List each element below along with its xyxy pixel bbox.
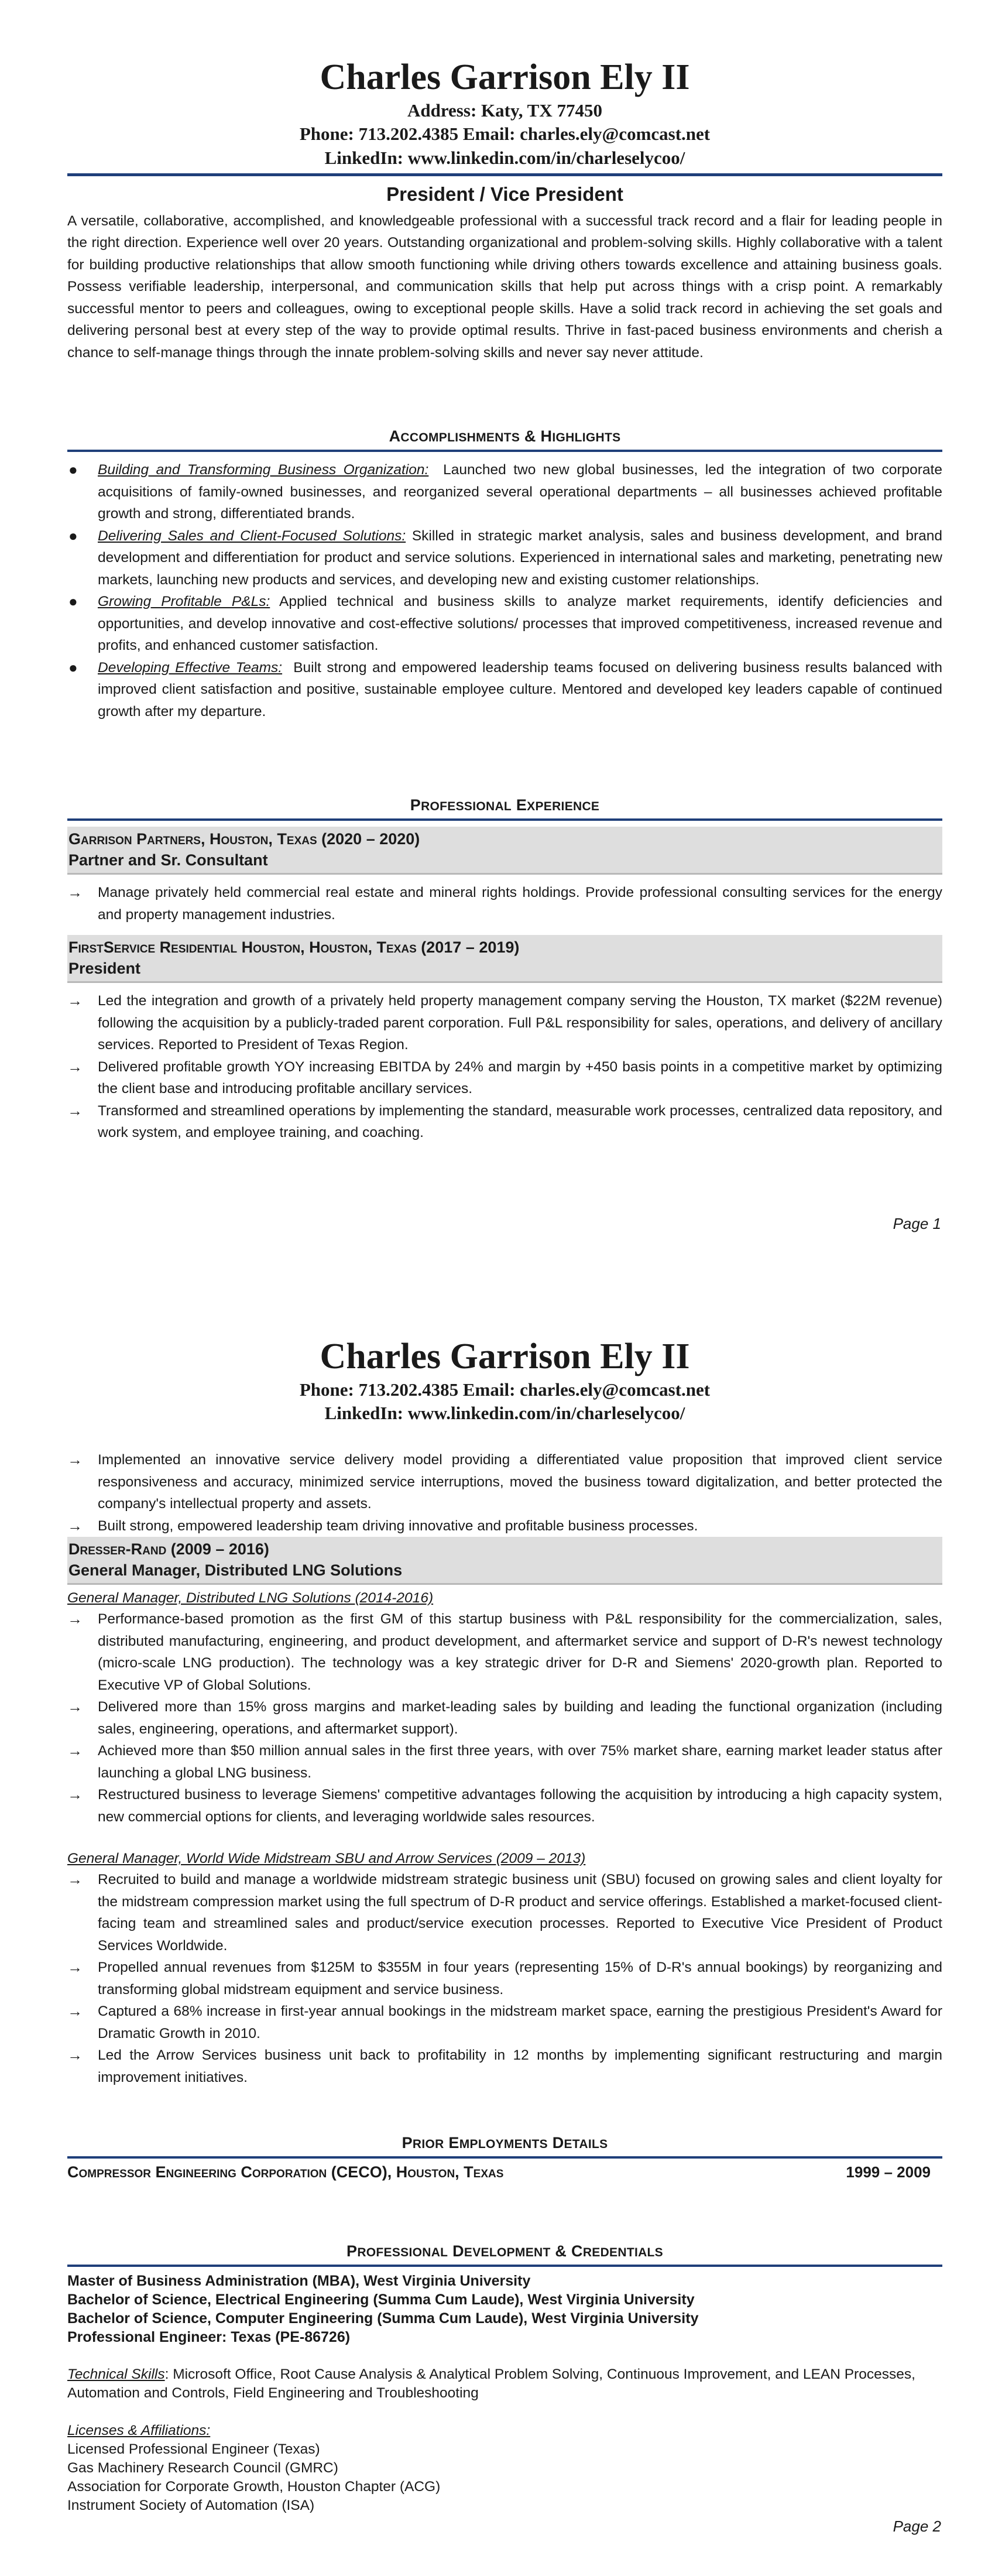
prior-employment-row xyxy=(67,2161,942,2183)
list-item: ● Growing Profitable P&Ls: Applied technical and business skills to analyze market requirements, identify deficiencies and opportunities, and develop innovative and cost-effective solutions/ processes that improved competitiveness, increased revenue and profits, and enhanced customer satisfaction. xyxy=(67,591,942,657)
technical-skills-text: : Microsoft Office, Root Cause Analysis & Analytical Problem Solving, Continuous Improvement, and LEAN Processes, Automation and Controls, Field Engineering and Troubleshooting xyxy=(67,2366,915,2401)
summary-paragraph: A versatile, collaborative, accomplished, and knowledgeable professional with a successful track record and a flair for leading people in the right direction. Experience well over 20 years. Outstanding organizational and problem-solving skills. Highly collaborative with a talent for building productive relationships that allow smooth functioning while driving others towards excellence and attaining business goals. Possess verifiable leadership, interpersonal, and communication skills that help put across things with a crisp point. A remarkably successful mentor to peers and colleagues, owing to exceptional people skills. Have a solid track record in achieving the set goals and delivering personal best at every step of the way to provide optimal results. Thrive in fast-paced business environments and cherish a chance to self-manage things through the innate problem-solving skills and never say never attitude. xyxy=(67,213,942,361)
header-divider xyxy=(67,173,942,176)
arrow-icon: → xyxy=(67,1516,83,1534)
job-title: General Manager, Distributed LNG Solutions xyxy=(68,1561,403,1579)
list-item: → Restructured business to leverage Siemens' competitive advantages following the acquisition by introducing a high capacity system, new commercial options for clients, and leveraging worldwide sales resources. xyxy=(67,1784,942,1828)
list-item: → Achieved more than $50 million annual sales in the first three years, with over 75% market share, earning market leader status after launching a global LNG business. xyxy=(67,1740,942,1784)
address-line: Address: Katy, TX 77450 xyxy=(407,100,602,121)
credential-item: Master of Business Administration (MBA), West Virginia University xyxy=(67,2273,531,2289)
list-item: ● Delivering Sales and Client-Focused Solutions: Skilled in strategic market analysis, sales and business development, and brand development and differentiation for product and service solutions. Experienced in international sales and marketing, penetrating new markets, launching new products and services, and developing new and existing customer relationships. xyxy=(67,525,942,591)
firstservice-bullets-continued xyxy=(67,1449,942,1537)
credential-item: Professional Engineer: Texas (PE-86726) xyxy=(67,2329,351,2345)
credentials-list xyxy=(67,2272,942,2347)
firstservice-bullets xyxy=(67,990,942,1144)
list-item: → Manage privately held commercial real estate and mineral rights holdings. Provide professional consulting services for the energy and property management industries. xyxy=(67,882,942,926)
role-title: General Manager, World Wide Midstream SBU and Arrow Services (2009 – 2013) xyxy=(67,1851,586,1866)
headline-title: President / Vice President xyxy=(386,183,623,205)
list-item: ● Developing Effective Teams: Built strong and empowered leadership teams focused on delivering business results balanced with improved client satisfaction and positive, sustainable employee culture. Mentored and developed key leaders capable of continued growth after my departure. xyxy=(67,657,942,723)
prior-company: Compressor Engineering Corporation (CECO), Houston, Texas xyxy=(67,2163,504,2181)
arrow-icon: → xyxy=(67,1958,83,1976)
arrow-icon: → xyxy=(67,1742,83,1759)
licenses-label: Licenses & Affiliations: xyxy=(67,2423,211,2438)
development-section xyxy=(67,2242,942,2515)
list-item: → Transformed and streamlined operations by implementing the standard, measurable work processes, centralized data repository, and work system, and employee training, and coaching. xyxy=(67,1100,942,1144)
list-item: → Implemented an innovative service delivery model providing a differentiated value proposition that improved client service responsiveness and accuracy, minimized service interruptions, moved the business toward digitalization, and better protected the company's intellectual property and assets. xyxy=(67,1449,942,1515)
list-item: → Recruited to build and manage a worldwide midstream strategic business unit (SBU) focused on growing sales and client loyalty for the midstream compression market using the full spectrum of D-R product and service offerings. Established a market-focused client-facing team and streamlined sales and product/service execution processes. Reported to Executive Vice President of Product Services Worldwide. xyxy=(67,1869,942,1957)
license-item: Licensed Professional Engineer (Texas) xyxy=(67,2441,320,2457)
arrow-icon: → xyxy=(67,1698,83,1715)
licenses-block xyxy=(67,2421,942,2515)
lng-bullets xyxy=(67,1608,942,1828)
employer-name: Garrison Partners, Houston, Texas (2020 – 2020) xyxy=(68,830,420,848)
bullet-icon: ● xyxy=(68,658,78,676)
phone-email-line: Phone: 713.202.4385 Email: charles.ely@comcast.net xyxy=(299,124,711,145)
phone-email-line: Phone: 713.202.4385 Email: charles.ely@comcast.net xyxy=(299,1379,711,1400)
credential-item: Bachelor of Science, Electrical Engineering (Summa Cum Laude), West Virginia University xyxy=(67,2291,695,2308)
candidate-name: Charles Garrison Ely II xyxy=(320,57,690,97)
employer-header-garrison xyxy=(67,827,942,875)
employer-header-dresser-rand xyxy=(67,1537,942,1585)
prior-years: 1999 – 2009 xyxy=(846,2163,931,2181)
accomplishments-section xyxy=(67,427,942,722)
job-title: President xyxy=(68,960,141,977)
license-item: Association for Corporate Growth, Houston Chapter (ACG) xyxy=(67,2479,441,2495)
job-title: Partner and Sr. Consultant xyxy=(68,851,268,869)
credential-item: Bachelor of Science, Computer Engineering (Summa Cum Laude), West Virginia University xyxy=(67,2310,699,2327)
linkedin-line: LinkedIn: www.linkedin.com/in/charleselycoo/ xyxy=(324,1403,685,1424)
midstream-bullets xyxy=(67,1869,942,2088)
technical-skills xyxy=(67,2365,942,2403)
employer-header-firstservice xyxy=(67,935,942,983)
arrow-icon: → xyxy=(67,883,83,901)
license-item: Instrument Society of Automation (ISA) xyxy=(67,2498,315,2513)
bullet-icon: ● xyxy=(68,526,78,544)
candidate-name: Charles Garrison Ely II xyxy=(320,1337,690,1376)
arrow-icon: → xyxy=(67,2002,83,2020)
employer-name: FirstService Residential Houston, Houston, Texas (2017 – 2019) xyxy=(68,938,520,956)
list-item: ● Building and Transforming Business Organization: Launched two new global businesses, led the integration of two corporate acquisitions of family-owned businesses, and reorganized several operational departments – all businesses achieved profitable growth and strong, differentiated brands. xyxy=(67,459,942,525)
license-item: Gas Machinery Research Council (GMRC) xyxy=(67,2460,338,2476)
development-heading: PROFESSIONAL DEVELOPMENT & CREDENTIALS xyxy=(67,2242,942,2267)
experience-continued xyxy=(67,1449,942,2088)
arrow-icon: → xyxy=(67,1101,83,1119)
page-number: Page 2 xyxy=(893,2517,941,2535)
employer-name: Dresser-Rand (2009 – 2016) xyxy=(68,1540,269,1558)
resume-page-2 xyxy=(0,1288,995,2576)
experience-section xyxy=(67,796,942,1144)
arrow-icon: → xyxy=(67,2046,83,2064)
header-block xyxy=(67,1338,942,1426)
list-item: → Led the Arrow Services business unit back to profitability in 12 months by implementing significant restructuring and margin improvement initiatives. xyxy=(67,2044,942,2088)
list-item: → Delivered more than 15% gross margins and market-leading sales by building and leading the functional organization (including sales, engineering, operations, and aftermarket support). xyxy=(67,1696,942,1740)
garrison-bullets xyxy=(67,882,942,926)
list-item: → Propelled annual revenues from $125M to $355M in four years (representing 15% of D-R's annual bookings) by reorganizing and transforming global midstream equipment and service business. xyxy=(67,1957,942,2000)
arrow-icon: → xyxy=(67,1786,83,1803)
linkedin-line: LinkedIn: www.linkedin.com/in/charleselycoo/ xyxy=(324,147,685,168)
list-item: → Built strong, empowered leadership team driving innovative and profitable business processes. xyxy=(67,1515,942,1537)
arrow-icon: → xyxy=(67,1610,83,1628)
arrow-icon: → xyxy=(67,1871,83,1888)
accomplishments-list xyxy=(67,459,942,722)
list-item: → Performance-based promotion as the first GM of this startup business with P&L responsibility for the commercialization, sales, distributed manufacturing, engineering, and product development, and aftermarket service and support of D-R's newest technology (micro-scale LNG production). The technology was a key strategic driver for D-R and Siemens' 2020-growth plan. Reported to Executive VP of Global Solutions. xyxy=(67,1608,942,1696)
role-title: General Manager, Distributed LNG Solutions (2014-2016) xyxy=(67,1590,434,1606)
experience-heading: PROFESSIONAL EXPERIENCE xyxy=(67,796,942,821)
arrow-icon: → xyxy=(67,1057,83,1075)
list-item: → Led the integration and growth of a privately held property management company serving the Houston, TX market ($22M revenue) following the acquisition by a publicly-traded parent corporation. Full P&L responsibility for sales, operations, and delivery of ancillary services. Reported to President of Texas Region. xyxy=(67,990,942,1056)
arrow-icon: → xyxy=(67,992,83,1009)
arrow-icon: → xyxy=(67,1451,83,1468)
header-block xyxy=(67,59,942,364)
list-item: → Captured a 68% increase in first-year annual bookings in the midstream market space, earning the prestigious President's Award for Dramatic Growth in 2010. xyxy=(67,2000,942,2044)
bullet-icon: ● xyxy=(68,461,78,478)
prior-employments-section xyxy=(67,2134,942,2183)
page-number: Page 1 xyxy=(893,1215,941,1232)
accomplishments-heading: ACCOMPLISHMENTS & HIGHLIGHTS xyxy=(67,427,942,452)
list-item: → Delivered profitable growth YOY increasing EBITDA by 24% and margin by +450 basis points in a competitive market by optimizing the client base and introducing profitable ancillary services. xyxy=(67,1056,942,1100)
bullet-icon: ● xyxy=(68,592,78,610)
technical-skills-label: Technical Skills xyxy=(67,2366,165,2382)
prior-employments-heading: PRIOR EMPLOYMENTS DETAILS xyxy=(67,2134,942,2159)
